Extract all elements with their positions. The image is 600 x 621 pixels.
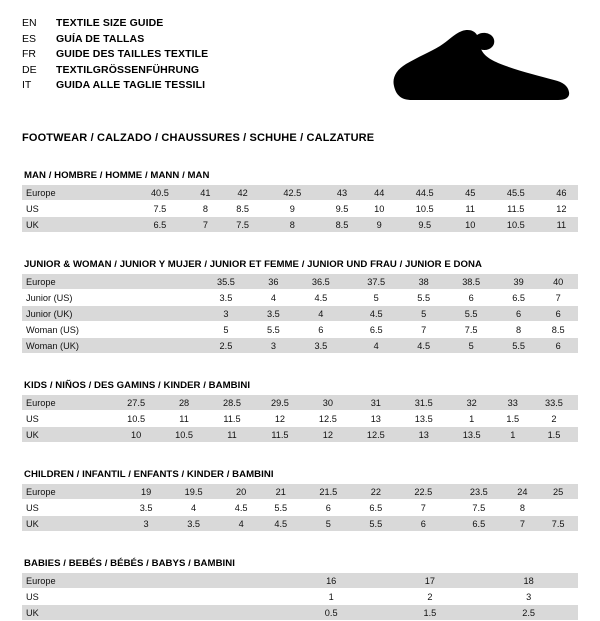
table-cell: 5.5 <box>261 500 301 516</box>
table-cell: 6 <box>538 306 578 322</box>
table-cell: 4 <box>349 338 404 354</box>
size-table-body <box>22 185 578 233</box>
table-cell <box>538 500 578 516</box>
table-cell: 6.5 <box>349 322 404 338</box>
table-cell: 4 <box>293 306 348 322</box>
table-row <box>22 589 578 605</box>
table-cell: 3 <box>254 338 294 354</box>
table-cell: 2 <box>381 589 480 605</box>
row-label: Europe <box>22 395 112 411</box>
table-cell: 46 <box>545 185 578 201</box>
row-label: UK <box>22 427 112 443</box>
table-cell: 31 <box>352 395 400 411</box>
table-row <box>22 605 578 621</box>
table-cell: 43 <box>321 185 362 201</box>
row-label: UK <box>22 516 126 532</box>
table-cell: 5 <box>443 338 498 354</box>
table-cell: 45.5 <box>487 185 545 201</box>
table-row <box>22 306 578 322</box>
table-cell: 12 <box>304 427 352 443</box>
table-cell: 1 <box>448 411 496 427</box>
table-cell: 8 <box>189 201 222 217</box>
table-cell: 12.5 <box>304 411 352 427</box>
row-label: Woman (UK) <box>22 338 198 354</box>
language-code: FR <box>22 47 56 63</box>
table-cell: 44.5 <box>396 185 454 201</box>
table-cell: 4.5 <box>221 500 261 516</box>
table-cell: 23.5 <box>451 484 506 500</box>
table-cell: 7.5 <box>451 500 506 516</box>
table-cell: 19.5 <box>166 484 221 500</box>
table-cell: 3.5 <box>254 306 294 322</box>
table-cell: 31.5 <box>400 395 448 411</box>
table-cell: 37.5 <box>349 274 404 290</box>
language-title-list-body <box>22 16 208 94</box>
table-cell: 9.5 <box>396 217 454 233</box>
table-cell: 25 <box>538 484 578 500</box>
table-cell: 38 <box>404 274 444 290</box>
table-cell: 3 <box>479 589 578 605</box>
table-cell: 9 <box>363 217 396 233</box>
table-cell: 8 <box>499 322 539 338</box>
table-cell: 2.5 <box>479 605 578 621</box>
group-title: JUNIOR & WOMAN / JUNIOR Y MUJER / JUNIOR ET FEMME / JUNIOR UND FRAU / JUNIOR E DONA <box>22 259 578 274</box>
table-row <box>22 338 578 354</box>
table-cell: 7 <box>538 290 578 306</box>
language-row <box>22 16 208 32</box>
table-cell: 13 <box>400 427 448 443</box>
table-cell: 11.5 <box>208 411 256 427</box>
table-cell: 11.5 <box>487 201 545 217</box>
group-title: KIDS / NIÑOS / DES GAMINS / KINDER / BAMBINI <box>22 380 578 395</box>
table-row <box>22 484 578 500</box>
language-code: IT <box>22 78 56 94</box>
size-group-babies <box>22 558 578 621</box>
size-table-body <box>22 484 578 532</box>
language-title: GUIDA ALLE TAGLIE TESSILI <box>56 78 208 94</box>
row-label: Woman (US) <box>22 322 198 338</box>
table-cell: 42.5 <box>263 185 321 201</box>
table-cell: 4.5 <box>349 306 404 322</box>
table-row <box>22 274 578 290</box>
table-cell: 10 <box>363 201 396 217</box>
table-row <box>22 185 578 201</box>
table-cell: 9.5 <box>321 201 362 217</box>
document-header <box>22 16 578 120</box>
table-cell: 5.5 <box>443 306 498 322</box>
table-cell: 6.5 <box>499 290 539 306</box>
table-cell: 6.5 <box>356 500 396 516</box>
table-cell: 12 <box>256 411 304 427</box>
table-cell: 44 <box>363 185 396 201</box>
table-cell: 5.5 <box>499 338 539 354</box>
table-cell: 6.5 <box>451 516 506 532</box>
table-cell: 8.5 <box>538 322 578 338</box>
table-cell: 19 <box>126 484 166 500</box>
row-label: US <box>22 589 282 605</box>
size-table <box>22 484 578 532</box>
table-cell: 7.5 <box>538 516 578 532</box>
table-cell: 7 <box>396 500 451 516</box>
language-title: GUÍA DE TALLAS <box>56 32 208 48</box>
size-table-body <box>22 395 578 443</box>
row-label: Junior (US) <box>22 290 198 306</box>
table-cell: 7 <box>507 516 539 532</box>
table-cell: 4.5 <box>293 290 348 306</box>
table-cell: 10.5 <box>160 427 208 443</box>
table-cell: 42 <box>222 185 263 201</box>
table-cell: 11 <box>545 217 578 233</box>
table-cell: 32 <box>448 395 496 411</box>
table-cell: 33.5 <box>530 395 578 411</box>
table-cell: 13.5 <box>448 427 496 443</box>
table-row <box>22 322 578 338</box>
table-row <box>22 411 578 427</box>
row-label: UK <box>22 217 131 233</box>
table-cell: 20 <box>221 484 261 500</box>
table-cell: 4 <box>166 500 221 516</box>
language-title: GUIDE DES TAILLES TEXTILE <box>56 47 208 63</box>
row-label: US <box>22 411 112 427</box>
table-cell: 5 <box>404 306 444 322</box>
row-label: Europe <box>22 274 198 290</box>
size-group-junior-woman <box>22 259 578 354</box>
table-cell: 3 <box>198 306 253 322</box>
row-label: UK <box>22 605 282 621</box>
table-cell: 8.5 <box>321 217 362 233</box>
size-group-man <box>22 170 578 233</box>
table-cell: 21.5 <box>301 484 356 500</box>
table-cell: 12.5 <box>352 427 400 443</box>
table-cell: 29.5 <box>256 395 304 411</box>
table-cell: 2 <box>530 411 578 427</box>
table-cell: 16 <box>282 573 381 589</box>
table-cell: 6 <box>396 516 451 532</box>
table-cell: 7 <box>189 217 222 233</box>
table-cell: 2.5 <box>198 338 253 354</box>
table-cell: 1 <box>282 589 381 605</box>
table-row <box>22 395 578 411</box>
table-cell: 8 <box>507 500 539 516</box>
table-cell: 4 <box>254 290 294 306</box>
row-label: US <box>22 500 126 516</box>
table-cell: 9 <box>263 201 321 217</box>
table-cell: 11 <box>454 201 487 217</box>
table-cell: 12 <box>545 201 578 217</box>
size-table-body <box>22 573 578 621</box>
table-cell: 21 <box>261 484 301 500</box>
table-cell: 13 <box>352 411 400 427</box>
table-cell: 10.5 <box>112 411 160 427</box>
language-title: TEXTILE SIZE GUIDE <box>56 16 208 32</box>
table-cell: 4 <box>221 516 261 532</box>
table-cell: 1.5 <box>381 605 480 621</box>
table-cell: 17 <box>381 573 480 589</box>
language-title: TEXTILGRÖSSENFÜHRUNG <box>56 63 208 79</box>
table-cell: 6 <box>301 500 356 516</box>
table-cell: 22.5 <box>396 484 451 500</box>
table-cell: 28.5 <box>208 395 256 411</box>
table-cell: 3 <box>126 516 166 532</box>
row-label: Europe <box>22 185 131 201</box>
dress-shoe-icon <box>382 26 572 104</box>
table-cell: 3.5 <box>166 516 221 532</box>
table-cell: 24 <box>507 484 539 500</box>
language-code: ES <box>22 32 56 48</box>
size-table-body <box>22 274 578 354</box>
row-label: Junior (UK) <box>22 306 198 322</box>
size-group-children <box>22 469 578 532</box>
table-row <box>22 217 578 233</box>
table-cell: 10.5 <box>487 217 545 233</box>
size-table <box>22 185 578 233</box>
table-cell: 7.5 <box>222 217 263 233</box>
table-cell: 3.5 <box>126 500 166 516</box>
row-label: Europe <box>22 484 126 500</box>
table-cell: 38.5 <box>443 274 498 290</box>
table-cell: 6.5 <box>131 217 189 233</box>
table-cell: 7 <box>404 322 444 338</box>
table-cell: 3.5 <box>198 290 253 306</box>
row-label: US <box>22 201 131 217</box>
table-cell: 3.5 <box>293 338 348 354</box>
table-cell: 11 <box>208 427 256 443</box>
table-cell: 5 <box>301 516 356 532</box>
group-title: CHILDREN / INFANTIL / ENFANTS / KINDER / BAMBINI <box>22 469 578 484</box>
table-cell: 33 <box>496 395 530 411</box>
table-cell: 4.5 <box>404 338 444 354</box>
table-cell: 11 <box>160 411 208 427</box>
table-cell: 36.5 <box>293 274 348 290</box>
table-cell: 8 <box>263 217 321 233</box>
table-cell: 6 <box>293 322 348 338</box>
table-cell: 6 <box>499 306 539 322</box>
table-cell: 5.5 <box>404 290 444 306</box>
table-cell: 22 <box>356 484 396 500</box>
group-title: MAN / HOMBRE / HOMME / MANN / MAN <box>22 170 578 185</box>
size-table <box>22 395 578 443</box>
table-cell: 30 <box>304 395 352 411</box>
table-cell: 35.5 <box>198 274 253 290</box>
table-cell: 6 <box>443 290 498 306</box>
table-cell: 5 <box>198 322 253 338</box>
table-row <box>22 573 578 589</box>
table-cell: 10 <box>112 427 160 443</box>
table-cell: 6 <box>538 338 578 354</box>
table-cell: 18 <box>479 573 578 589</box>
table-cell: 13.5 <box>400 411 448 427</box>
language-title-list <box>22 16 208 94</box>
table-cell: 7.5 <box>443 322 498 338</box>
language-code: DE <box>22 63 56 79</box>
table-cell: 11.5 <box>256 427 304 443</box>
language-code: EN <box>22 16 56 32</box>
table-cell: 27.5 <box>112 395 160 411</box>
group-title: BABIES / BEBÉS / BÉBÉS / BABYS / BAMBINI <box>22 558 578 573</box>
language-row <box>22 32 208 48</box>
table-cell: 40 <box>538 274 578 290</box>
table-row <box>22 516 578 532</box>
language-row <box>22 47 208 63</box>
table-cell: 7.5 <box>131 201 189 217</box>
size-table <box>22 573 578 621</box>
table-cell: 4.5 <box>261 516 301 532</box>
table-cell: 10 <box>454 217 487 233</box>
table-row <box>22 427 578 443</box>
table-cell: 0.5 <box>282 605 381 621</box>
table-cell: 8.5 <box>222 201 263 217</box>
language-row <box>22 78 208 94</box>
language-row <box>22 63 208 79</box>
table-cell: 41 <box>189 185 222 201</box>
table-cell: 28 <box>160 395 208 411</box>
table-cell: 40.5 <box>131 185 189 201</box>
table-cell: 1.5 <box>496 411 530 427</box>
table-cell: 1.5 <box>530 427 578 443</box>
size-group-kids <box>22 380 578 443</box>
table-cell: 45 <box>454 185 487 201</box>
table-row <box>22 290 578 306</box>
row-label: Europe <box>22 573 282 589</box>
table-cell: 5.5 <box>356 516 396 532</box>
category-title: FOOTWEAR / CALZADO / CHAUSSURES / SCHUHE / CALZATURE <box>22 132 578 144</box>
table-row <box>22 500 578 516</box>
size-table <box>22 274 578 354</box>
table-cell: 10.5 <box>396 201 454 217</box>
table-cell: 5.5 <box>254 322 294 338</box>
table-row <box>22 201 578 217</box>
table-cell: 39 <box>499 274 539 290</box>
table-cell: 5 <box>349 290 404 306</box>
table-cell: 36 <box>254 274 294 290</box>
table-cell: 1 <box>496 427 530 443</box>
